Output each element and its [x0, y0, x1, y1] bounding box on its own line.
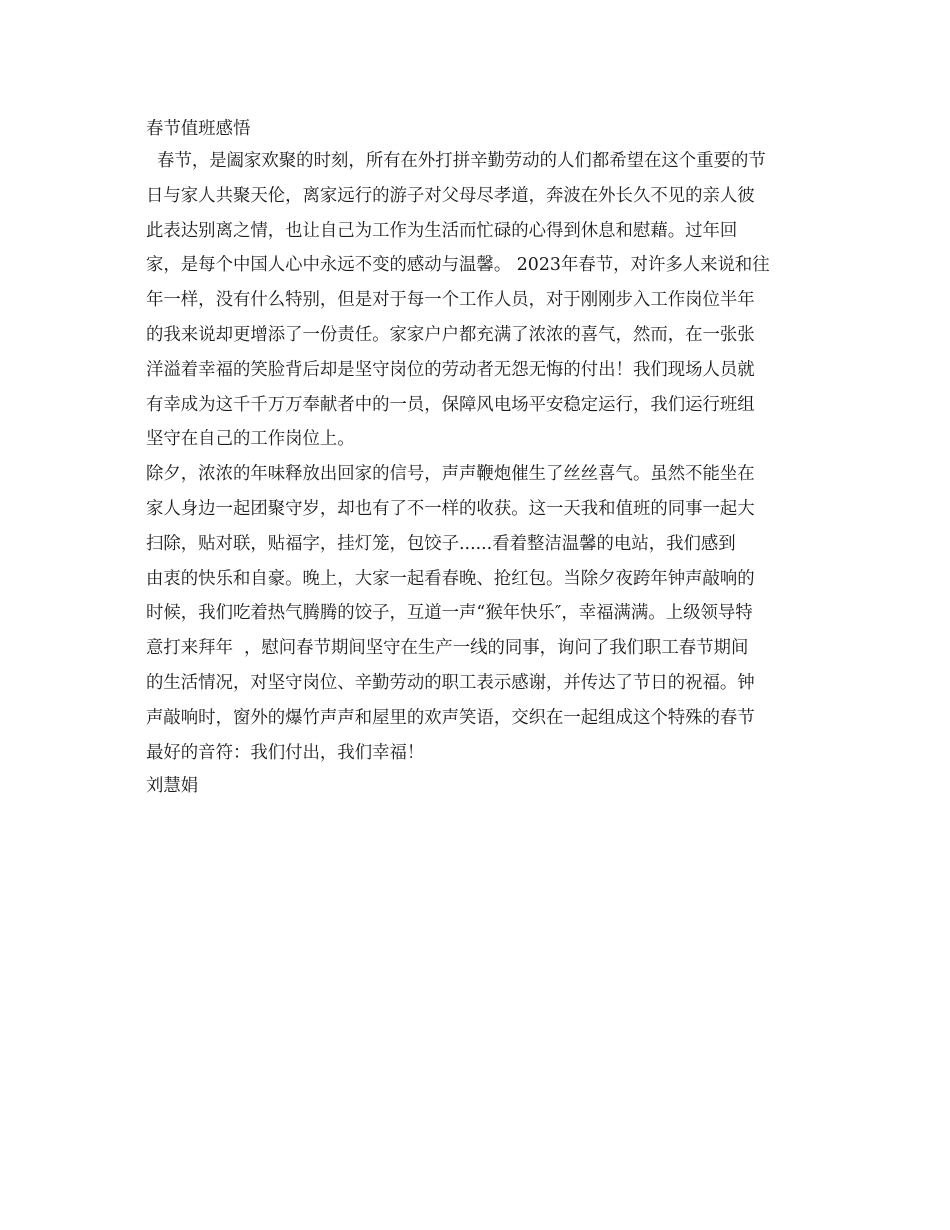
document-title: 春节值班感悟	[146, 119, 251, 139]
text-line: 时候，我们吃着热气腾腾的饺子，互道一声“猴年快乐″，幸福满满。上级领导特	[146, 603, 753, 624]
text-line: 家人身边一起团聚守岁，却也有了不一样的收获。这一天我和值班的同事一起大	[146, 498, 755, 519]
text-line: 声敲响时，窗外的爆竹声声和屋里的欢声笑语，交织在一起组成这个特殊的春节	[146, 707, 755, 728]
text-line: 的我来说却更增添了一份责任。家家户户都充满了浓浓的喜气，然而，在一张张	[146, 324, 755, 345]
text-line: 此表达别离之情，也让自己为工作为生活而忙碌的心得到休息和慰藉。过年回	[146, 220, 738, 241]
paragraph-2	[146, 457, 806, 770]
text-line: 扫除，贴对联，贴福字，挂灯笼，包饺子......看着整洁温馨的电站，我们感到	[146, 533, 736, 554]
text-line: 有幸成为这千千万万奉献者中的一员，保障风电场平安稳定运行，我们运行班组	[146, 394, 755, 415]
text-line: 意打来拜年 ，慰问春节期间坚守在生产一线的同事，询问了我们职工春节期间	[146, 638, 749, 659]
text-line: 由衷的快乐和自豪。晚上，大家一起看春晚、抢红包。当除夕夜跨年钟声敲响的	[146, 568, 755, 589]
text-line: 年一样，没有什么特别，但是对于每一个工作人员，对于刚刚步入工作岗位半年	[146, 290, 755, 311]
author-signature: 刘慧娟	[146, 776, 199, 797]
paragraph-1	[146, 144, 806, 457]
text-line: 坚守在自己的工作岗位上。	[146, 429, 355, 450]
text-line: 除夕，浓浓的年味释放出回家的信号，声声鞭炮催生了丝丝喜气。虽然不能坐在	[146, 464, 755, 485]
text-line: 洋溢着幸福的笑脸背后却是坚守岗位的劳动者无怨无悔的付出！我们现场人员就	[146, 359, 755, 380]
text-line: 最好的音符：我们付出，我们幸福！	[146, 742, 425, 763]
text-line: 家，是每个中国人心中永远不变的感动与温馨。 2023年春节，对许多人来说和往	[146, 255, 770, 276]
text-line: 日与家人共聚天伦，离家远行的游子对父母尽孝道，奔波在外长久不见的亲人彼	[146, 185, 755, 206]
text-line: 的生活情况，对坚守岗位、辛勤劳动的职工表示感谢，并传达了节日的祝福。钟	[146, 672, 755, 693]
text-line: 春节，是阖家欢聚的时刻，所有在外打拼辛勤劳动的人们都希望在这个重要的节	[146, 151, 766, 171]
document-body	[146, 114, 806, 802]
